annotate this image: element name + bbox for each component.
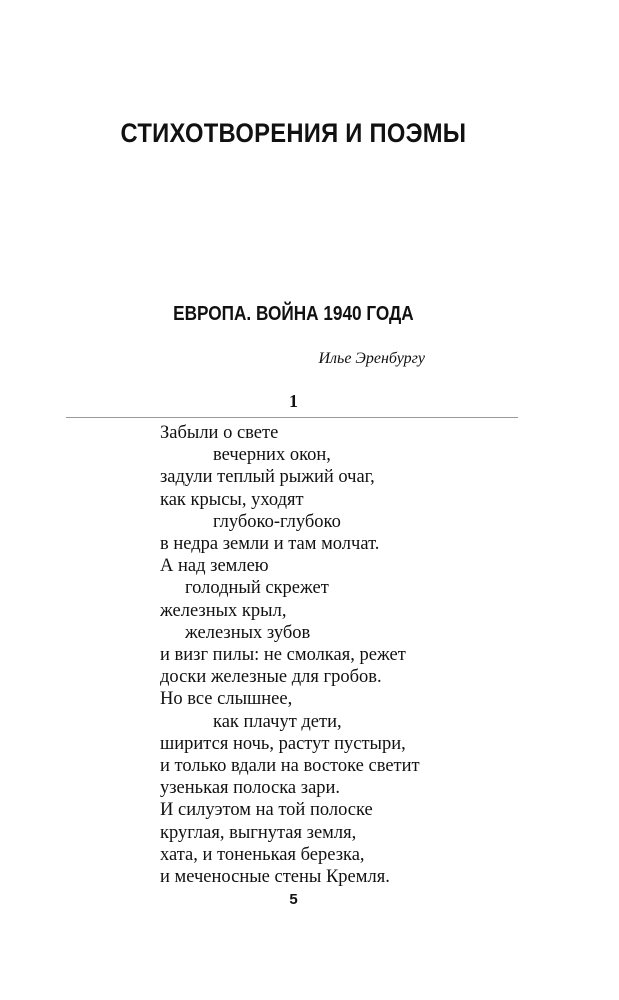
poem-text	[160, 422, 420, 888]
poem-line: и визг пилы: не смолкая, режет	[160, 645, 406, 666]
poem-line: хата, и тоненькая березка,	[160, 844, 365, 865]
poem-line: как крысы, уходят	[160, 489, 304, 510]
horizontal-rule	[66, 417, 518, 418]
section-title: ЕВРОПА. ВОЙНА 1940 ГОДА	[173, 303, 414, 325]
poem-line: задули теплый рыжий очаг,	[160, 467, 375, 488]
part-number: 1	[289, 391, 298, 411]
poem-line: железных зубов	[185, 622, 311, 643]
poem-line: круглая, выгнутая земля,	[160, 822, 357, 843]
page-number: 5	[289, 891, 298, 908]
poem-line: И силуэтом на той полоске	[160, 800, 373, 821]
dedication: Илье Эренбургу	[318, 350, 425, 367]
poem-line: как плачут дети,	[213, 711, 342, 732]
book-title: СТИХОТВОРЕНИЯ И ПОЭМЫ	[120, 118, 467, 148]
poem-line: железных крыл,	[160, 600, 287, 621]
poem-line: доски железные для гробов.	[160, 667, 382, 688]
poem-line: А над землею	[160, 556, 269, 577]
poem-line: вечерних окон,	[213, 445, 331, 466]
poem-line: ширится ночь, растут пустыри,	[160, 733, 406, 754]
poem-line: и меченосные стены Кремля.	[160, 867, 390, 888]
poem-line: Но все слышнее,	[160, 689, 293, 710]
poem-line: и только вдали на востоке светит	[160, 756, 420, 777]
poem-line: Забыли о свете	[160, 423, 279, 443]
poem-line: в недра земли и там молчат.	[160, 534, 380, 555]
poem-line: глубоко-глубоко	[213, 511, 341, 532]
poem-line: голодный скрежет	[185, 578, 329, 599]
poem-line: узенькая полоска зари.	[160, 778, 341, 799]
